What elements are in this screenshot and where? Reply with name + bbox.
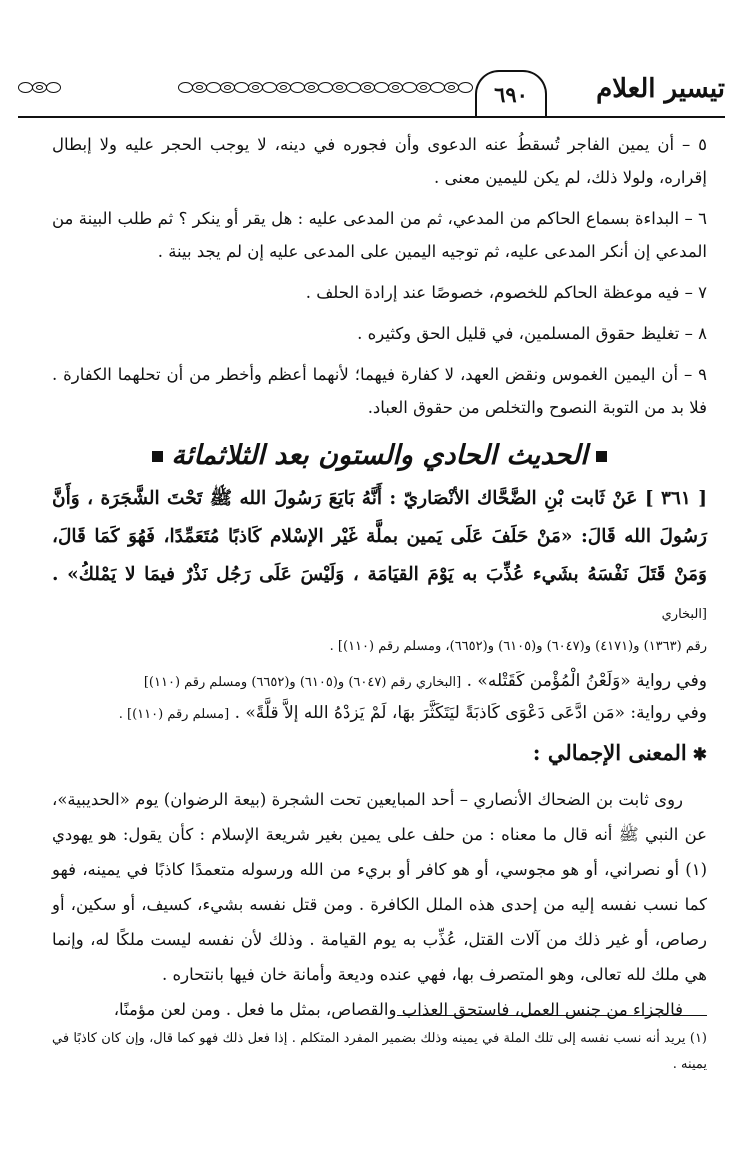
- footnote-rule: [397, 1015, 707, 1016]
- footnote: (١) يريد أنه نسب نفسه إلى تلك الملة في يمينه وذلك بضمير المفرد المتكلم . إذا فعل ذلك فهو كما قال، وإن كان كاذبًا في يمينه .: [52, 1031, 707, 1072]
- running-title: تيسير العلام: [596, 74, 725, 104]
- ornament-chain: [178, 82, 472, 93]
- ornament-left: [18, 82, 60, 93]
- list-item: ٥ – أن يمين الفاجر تُسقطُ عنه الدعوى وأن فجوره في دينه، لا يوجب الحجر عليه ولا إبطال إقراره، ولولا ذلك، لم يكن لليمين معنى .: [52, 135, 707, 187]
- page-number: ٦٩٠: [475, 70, 547, 116]
- body-paragraph: روى ثابت بن الضحاك الأنصاري – أحد المبايعين تحت الشجرة (بيعة الرضوان) يوم «الحديبية»، عن النبي ﷺ أنه قال ما معناه : من حلف على يمين بغير شريعة الإسلام : كأن يقول: هو يهودي (١) أو نصراني، أو هو مجوسي، أو هو كافر أو بريء من الله ورسوله متعمدًا كاذبًا في يمينه، فهو كما نسب نفسه إليه من إحدى هذه الملل الكافرة . ومن قتل نفسه بشيء، كسيف، أو سكين، أو رصاص، أو غير ذلك من آلات القتل، عُذِّب به يوم القيامة . وذلك لأن نفسه ليست ملكًا له، وإنما هي ملك لله تعالى، وهو المتصرف بها، فهي عنده وديعة وأمانة خان فيها بانتحاره .: [52, 790, 707, 984]
- square-ornament-icon: [596, 451, 607, 462]
- hadith-reference-line: رقم (١٣٦٣) و(٤١٧١) و(٦٠٤٧) و(٦١٠٥) و(٦٦٥٢)، ومسلم رقم (١١٠)] .: [329, 639, 707, 654]
- hadith-reference: [البخاري: [661, 607, 707, 622]
- list-item: ٦ – البداءة بسماع الحاكم من المدعي، ثم من المدعى عليه : هل يقر أو ينكر ؟ ثم طلب البينة من المدعي إن أنكر المدعى عليه، ثم توجيه اليمين على المدعى عليه إن لم يجد بينة .: [52, 209, 707, 261]
- narration-3: وفي رواية: «مَن ادَّعَى دَعْوَى كَاذبَةً ليَتَكَثَّرَ بهَا، لَمْ يَزدْهُ الله إلاَّ قلَّةً» . [مسلم رقم (١١٠)] .: [118, 703, 707, 723]
- list-item: ٧ – فيه موعظة الحاكم للخصوم، خصوصًا عند إرادة الحلف .: [305, 283, 707, 302]
- square-ornament-icon: [152, 451, 163, 462]
- hadith-title: الحديث الحادي والستون بعد الثلاثمائة: [52, 432, 707, 480]
- hadith-text: [ ٣٦١ ] عَنْ ثَابت بْنِ الضَّحَّاك الأنْصَاريّ : أَنَّهُ بَايَعَ رَسُولَ الله ﷺ تَحْتَ الشَّجَرَة ، وَأَنَّ رَسُولَ الله قَالَ: «مَنْ حَلَفَ عَلَى يَمين بملَّة غَيْر الإسْلام كَاذبًا مُتَعَمِّدًا، فَهُوَ كَمَا قَالَ، وَمَنْ قَتَلَ نَفْسَهُ بشَيء عُذِّبَ به يَوْمَ القيَامَة ، وَلَيْسَ عَلَى رَجُل نَذْرٌ فيمَا لا يَمْلكُ» . [البخاري: [52, 488, 707, 622]
- header-rule: [18, 116, 725, 118]
- list-item: ٨ – تغليظ حقوق المسلمين، في قليل الحق وكثيره .: [357, 324, 707, 343]
- page-header: [18, 70, 725, 118]
- page-content: [52, 128, 707, 1027]
- section-heading: ✱المعنى الإجمالي :: [532, 740, 707, 765]
- narration-2: وفي رواية «وَلَعْنُ الْمُؤْمن كَقَتْله» . [البخاري رقم (٦٠٤٧) و(٦١٠٥) و(٦٦٥٢) ومسلم رقم (١١٠)]: [143, 671, 707, 691]
- list-item: ٩ – أن اليمين الغموس ونقض العهد، لا كفارة فيهما؛ لأنهما أعظم وأخطر من أن تحلهما الكفارة . فلا بد من التوبة النصوح والتخلص من حقوق العباد.: [52, 365, 708, 417]
- body-paragraph: فالجزاء من جنس العمل، فاستحق العذاب والقصاص، بمثل ما فعل . ومن لعن مؤمنًا،: [113, 1000, 683, 1019]
- asterisk-icon: ✱: [692, 745, 707, 765]
